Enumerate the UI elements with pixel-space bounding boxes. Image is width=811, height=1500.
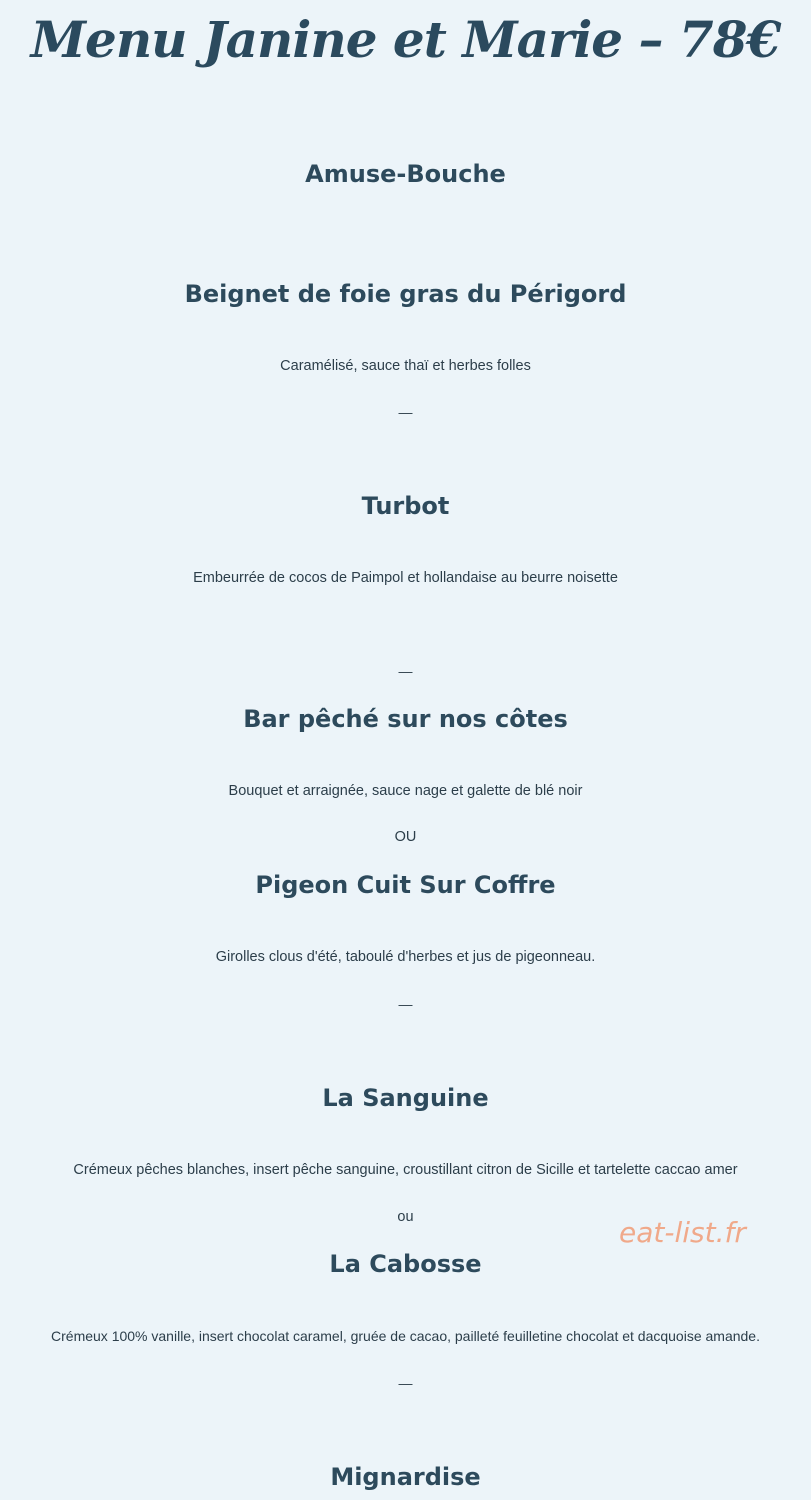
- amuse-bouche-heading: Amuse-Bouche: [305, 160, 506, 188]
- dish-name-cabosse: La Cabosse: [329, 1250, 482, 1278]
- dish-desc-cabosse: Crémeux 100% vanille, insert chocolat caramel, gruée de cacao, pailleté feuilletine chocolat et dacquoise amande.: [51, 1328, 760, 1344]
- or-separator: OU: [394, 829, 417, 845]
- separator-dash: —: [398, 404, 413, 420]
- dish-name-sanguine: La Sanguine: [322, 1084, 489, 1112]
- mignardise-heading: Mignardise: [330, 1463, 481, 1491]
- menu-title: Menu Janine et Marie – 78€: [30, 10, 781, 69]
- dish-name-pigeon: Pigeon Cuit Sur Coffre: [255, 871, 556, 899]
- dish-desc-bar: Bouquet et arraignée, sauce nage et galette de blé noir: [228, 783, 583, 799]
- dish-name-bar: Bar pêché sur nos côtes: [243, 705, 568, 733]
- separator-dash: —: [398, 996, 413, 1012]
- dish-desc-turbot: Embeurrée de cocos de Paimpol et hollandaise au beurre noisette: [193, 570, 618, 586]
- dish-desc-pigeon: Girolles clous d'été, taboulé d'herbes et jus de pigeonneau.: [215, 949, 596, 965]
- or-separator: ou: [397, 1209, 414, 1225]
- dish-desc-sanguine: Crémeux pêches blanches, insert pêche sanguine, croustillant citron de Sicille et tartelette caccao amer: [73, 1162, 738, 1178]
- dish-name-foie-gras: Beignet de foie gras du Périgord: [184, 280, 627, 308]
- dish-desc-foie-gras: Caramélisé, sauce thaï et herbes folles: [280, 358, 531, 374]
- separator-dash: —: [398, 1375, 413, 1391]
- separator-dash: —: [398, 663, 413, 679]
- watermark-text: eat-list.fr: [619, 1216, 746, 1249]
- dish-name-turbot: Turbot: [361, 492, 450, 520]
